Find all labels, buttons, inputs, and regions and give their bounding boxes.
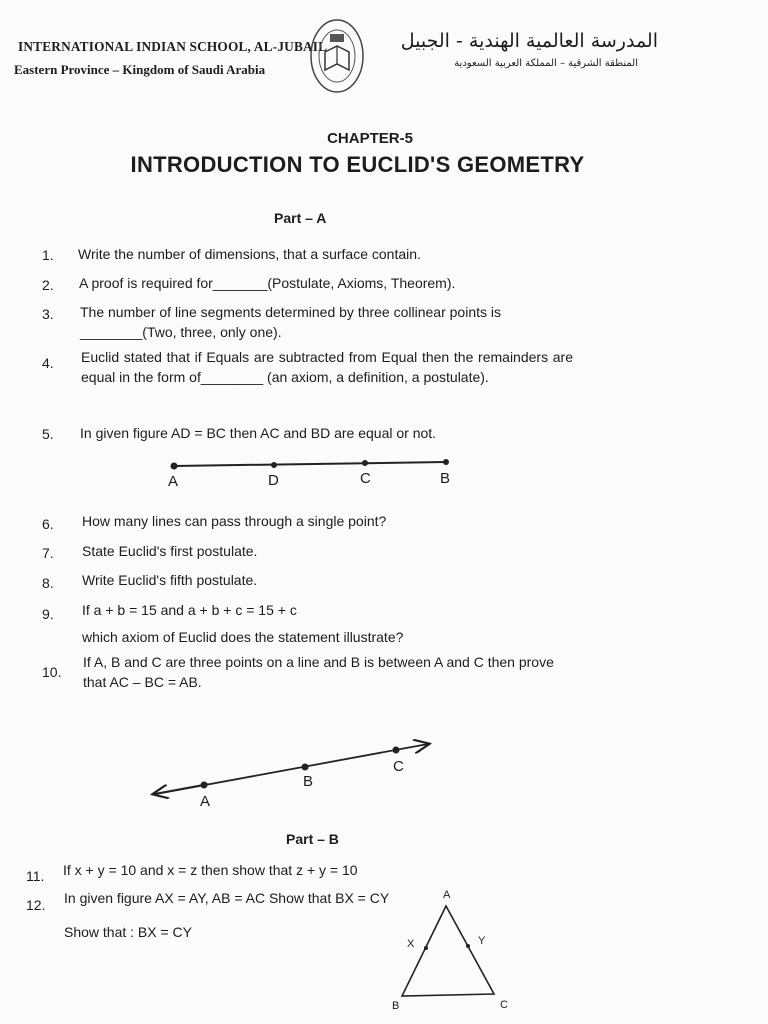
question-number: 7. [42,545,54,561]
question-text: If a + b = 15 and a + b + c = 15 + c [82,602,297,618]
fig1-label-a: A [168,473,179,490]
chapter-number: CHAPTER-5 [327,130,413,147]
point-a [201,782,208,789]
question-number: 8. [42,575,54,591]
question-text: In given figure AX = AY, AB = AC Show that BX = CY [64,890,390,906]
question-text: If A, B and C are three points on a line and B is between A and C then prove that AC – BC = AB. [83,654,554,690]
fig1-label-c: C [360,470,371,487]
school-name-arabic: المدرسة العالمية الهندية - الجبيل [400,30,658,52]
fig1-label-d: D [268,472,279,489]
question-number: 12. [26,897,46,913]
school-emblem-icon [308,16,366,96]
part-b-heading: Part – B [286,831,339,847]
school-location: Eastern Province – Kingdom of Saudi Arabia [14,62,266,77]
point-c [393,747,400,754]
point-x [424,946,428,950]
question-number: 9. [42,606,54,622]
fig3-label-x: X [407,938,415,950]
fig2-label-a: A [200,793,211,810]
question-number: 5. [42,426,54,442]
question-text: The number of line segments determined by three collinear points is ________(Two, three, only one). [80,304,501,340]
question-number: 11. [26,868,45,884]
fig3-label-a: A [443,889,451,901]
line-segment-figure [160,450,470,495]
question-text: State Euclid's first postulate. [82,543,258,559]
question-text: A proof is required for_______(Postulate, Axioms, Theorem). [79,275,456,291]
point-c [362,460,368,466]
question-number: 3. [42,306,54,322]
fig3-label-b: B [392,1000,400,1012]
point-y [466,944,470,948]
question-number: 2. [42,277,54,293]
question-number: 1. [42,247,54,263]
school-location-arabic: المنطقة الشرقية – المملكة العربية السعودية [454,58,638,69]
school-name: INTERNATIONAL INDIAN SCHOOL, AL-JUBAIL [18,40,328,55]
question-number: 4. [42,355,54,371]
fig2-label-c: C [393,758,404,775]
fig3-label-c: C [500,999,508,1011]
question-text: Write the number of dimensions, that a surface contain. [78,246,421,262]
point-a [171,463,178,470]
question-text: Euclid stated that if Equals are subtracted from Equal then the remainders are equal in the form of________ (an axiom, a definition, a postulate). [81,349,573,385]
question-number: 10. [42,664,62,680]
point-b [443,459,449,465]
question-text: How many lines can pass through a single point? [82,513,387,529]
point-b [302,764,309,771]
fig3-label-y: Y [478,935,486,947]
question-text-continued: Show that : BX = CY [64,924,193,940]
fig1-label-b: B [440,470,451,487]
question-text-continued: which axiom of Euclid does the statement illustrate? [82,629,404,645]
fig2-label-b: B [303,773,314,790]
question-text: Write Euclid's fifth postulate. [82,572,258,588]
question-text: In given figure AD = BC then AC and BD are equal or not. [80,425,437,441]
question-text: If x + y = 10 and x = z then show that z + y = 10 [63,862,358,878]
point-d [271,462,277,468]
triangle-figure [390,896,510,1008]
part-a-heading: Part – A [274,210,327,226]
question-number: 6. [42,516,54,532]
chapter-title: INTRODUCTION TO EUCLID'S GEOMETRY [130,152,585,177]
